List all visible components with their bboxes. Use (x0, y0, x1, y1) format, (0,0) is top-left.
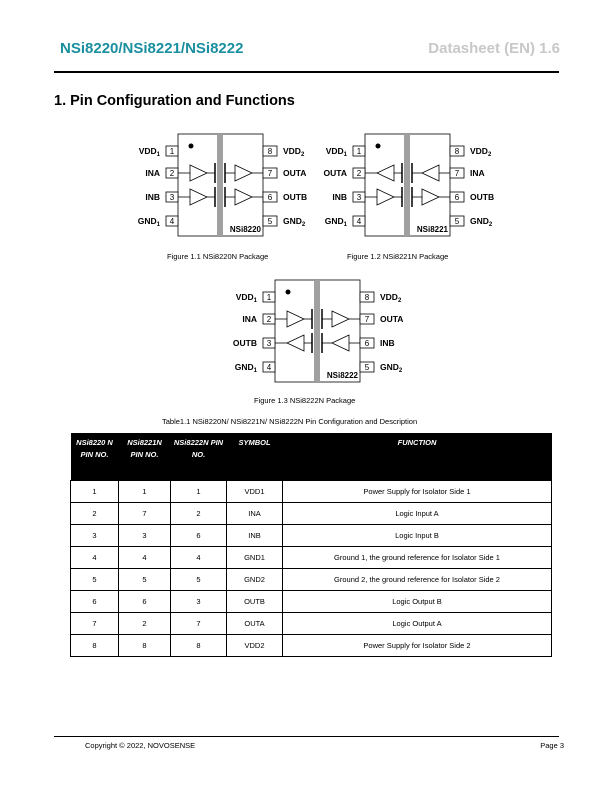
table-cell: 8 (171, 635, 227, 657)
pin-label: $GND_1$ (324, 216, 347, 228)
pin-label: INA (242, 314, 257, 324)
table-cell: 2 (171, 503, 227, 525)
section-title: 1. Pin Configuration and Functions (54, 93, 295, 109)
figure-caption: Figure 1.1 NSi8220N Package (167, 252, 269, 261)
pin-number: 7 (267, 169, 273, 178)
pin-number: 2 (169, 169, 175, 178)
pin-number: 6 (267, 193, 273, 202)
table-cell: 5 (71, 569, 119, 591)
pin-label: $VDD_2$ (380, 292, 402, 304)
table-row (71, 547, 552, 569)
pin-number: 2 (356, 169, 362, 178)
pin1-dot (376, 144, 381, 149)
pin-number: 8 (267, 147, 273, 156)
pin-label: $VDD_1$ (138, 146, 160, 158)
table-cell: GND2 (227, 569, 283, 591)
pin-label: $GND_2$ (470, 216, 493, 228)
table-cell: 4 (171, 547, 227, 569)
table-cell: 1 (171, 481, 227, 503)
pin-number: 7 (454, 169, 460, 178)
pin-number: 6 (454, 193, 460, 202)
pin-label: INB (145, 192, 160, 202)
copyright: Copyright © 2022, NOVOSENSE (85, 741, 196, 750)
footer-divider (54, 736, 559, 737)
table-row (71, 525, 552, 547)
pin-label: $VDD_1$ (325, 146, 347, 158)
part-number: NSi8222 (326, 371, 358, 380)
pin-label: $VDD_1$ (235, 292, 257, 304)
table-cell: 3 (71, 525, 119, 547)
isolation-barrier (217, 134, 223, 236)
table-cell: 7 (71, 613, 119, 635)
table-cell: INA (227, 503, 283, 525)
isolation-barrier (404, 134, 410, 236)
figure-caption: Figure 1.3 NSi8222N Package (254, 396, 356, 405)
pin-label: OUTB (232, 338, 257, 348)
column-header: NSi8221N PIN NO. (119, 433, 171, 481)
table-cell: 8 (119, 635, 171, 657)
table-cell: Logic Output B (283, 591, 552, 613)
pin-label: OUTB (470, 192, 495, 202)
table-cell: 2 (71, 503, 119, 525)
pin-table (70, 433, 552, 657)
pin-label: $VDD_2$ (283, 146, 305, 158)
pin-number: 4 (356, 217, 362, 226)
pin-number: 3 (356, 193, 362, 202)
table-cell: 8 (71, 635, 119, 657)
pin-number: 1 (356, 147, 362, 156)
pin-number: 1 (266, 293, 272, 302)
table-row (71, 503, 552, 525)
part-number: NSi8221 (416, 225, 448, 234)
pin-number: 3 (169, 193, 175, 202)
table-caption: Table1.1 NSi8220N/ NSi8221N/ NSi8222N Pin Configuration and Description (162, 417, 418, 426)
column-header: FUNCTION (283, 433, 552, 481)
table-cell: 6 (171, 525, 227, 547)
table-cell: GND1 (227, 547, 283, 569)
part-number: NSi8220 (229, 225, 261, 234)
pin-label: $GND_1$ (234, 362, 257, 374)
table-cell: 1 (119, 481, 171, 503)
pin1-dot (189, 144, 194, 149)
table-cell: Logic Input B (283, 525, 552, 547)
table-cell: 7 (119, 503, 171, 525)
table-cell: 3 (119, 525, 171, 547)
pin-number: 8 (454, 147, 460, 156)
pin-label: $GND_1$ (137, 216, 160, 228)
pin-number: 5 (454, 217, 460, 226)
table-row (71, 613, 552, 635)
pin1-dot (286, 290, 291, 295)
table-cell: 4 (119, 547, 171, 569)
pin-label: INB (332, 192, 347, 202)
table-cell: INB (227, 525, 283, 547)
pin-number: 1 (169, 147, 175, 156)
table-cell: 7 (171, 613, 227, 635)
pin-label: $GND_2$ (283, 216, 306, 228)
pin-label: OUTB (283, 192, 308, 202)
table-cell: Power Supply for Isolator Side 1 (283, 481, 552, 503)
table-row (71, 569, 552, 591)
pin-number: 4 (266, 363, 272, 372)
pin-label: $GND_2$ (380, 362, 403, 374)
table-cell: Logic Input A (283, 503, 552, 525)
figure-caption: Figure 1.2 NSi8221N Package (347, 252, 449, 261)
table-cell: 6 (71, 591, 119, 613)
table-cell: 5 (119, 569, 171, 591)
table-cell: OUTB (227, 591, 283, 613)
table-cell: 3 (171, 591, 227, 613)
table-cell: Power Supply for Isolator Side 2 (283, 635, 552, 657)
table-cell: 4 (71, 547, 119, 569)
pin-label: INA (470, 168, 485, 178)
table-cell: Logic Output A (283, 613, 552, 635)
column-header: SYMBOL (227, 433, 283, 481)
pin-number: 3 (266, 339, 272, 348)
pin-number: 6 (364, 339, 370, 348)
doc-title: NSi8220/NSi8221/NSi8222 (60, 40, 244, 57)
pin-number: 5 (364, 363, 370, 372)
table-row (71, 635, 552, 657)
table-cell: 2 (119, 613, 171, 635)
pin-label: OUTA (283, 168, 307, 178)
table-cell: 6 (119, 591, 171, 613)
table-cell: 1 (71, 481, 119, 503)
table-cell: Ground 1, the ground reference for Isolator Side 1 (283, 547, 552, 569)
pin-label: OUTA (380, 314, 404, 324)
table-cell: VDD2 (227, 635, 283, 657)
datasheet-version: Datasheet (EN) 1.6 (428, 40, 560, 57)
pin-label: $VDD_2$ (470, 146, 492, 158)
column-header: NSi8220 N PIN NO. (71, 433, 119, 481)
table-cell: OUTA (227, 613, 283, 635)
table-cell: VDD1 (227, 481, 283, 503)
table-cell: Ground 2, the ground reference for Isolator Side 2 (283, 569, 552, 591)
pin-number: 7 (364, 315, 370, 324)
column-header: NSi8222N PIN NO. (171, 433, 227, 481)
table-row (71, 591, 552, 613)
pin-label: INB (380, 338, 395, 348)
pin-number: 8 (364, 293, 370, 302)
pin-number: 5 (267, 217, 273, 226)
page-number: Page 3 (540, 741, 564, 750)
table-cell: 5 (171, 569, 227, 591)
pin-number: 4 (169, 217, 175, 226)
table-row (71, 481, 552, 503)
pin-label: OUTA (323, 168, 347, 178)
pin-label: INA (145, 168, 160, 178)
pin-number: 2 (266, 315, 272, 324)
isolation-barrier (314, 280, 320, 382)
